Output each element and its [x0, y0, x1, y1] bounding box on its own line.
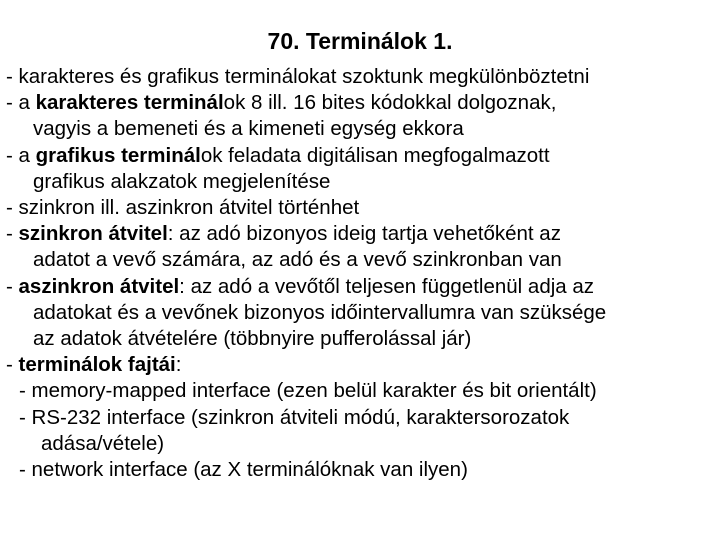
slide-title: 70. Terminálok 1.	[267, 28, 453, 54]
sub-bullet-line: - RS-232 interface (szinkron átviteli módú, karaktersorozatok	[19, 405, 570, 429]
continuation-line: grafikus alakzatok megjelenítése	[33, 169, 331, 193]
bullet-line: - szinkron átvitel: az adó bizonyos ideig tartja vehetőként az	[6, 222, 561, 246]
bullet-line: - aszinkron átvitel: az adó a vevőtől teljesen függetlenül adja az	[6, 274, 595, 298]
bullet-line: - terminálok fajtái:	[6, 353, 182, 377]
continuation-line: vagyis a bemeneti és a kimeneti egység ekkora	[33, 117, 464, 141]
bullet-line: - a grafikus terminálok feladata digitálisan megfogalmazott	[6, 143, 550, 167]
continuation-line: adatokat és a vevőnek bizonyos időintervallumra van szüksége	[33, 300, 607, 324]
bullet-line: - a karakteres terminálok 8 ill. 16 bites kódokkal dolgoznak,	[6, 91, 557, 115]
continuation-line: adatot a vevő számára, az adó és a vevő szinkronban van	[33, 248, 562, 272]
continuation-line: adása/vétele)	[41, 431, 165, 455]
slide-body	[6, 64, 716, 483]
continuation-line: az adatok átvételére (többnyire pufferolással jár)	[33, 327, 472, 351]
sub-bullet-line: - network interface (az X terminálóknak van ilyen)	[19, 458, 468, 482]
bullet-line: - karakteres és grafikus terminálokat szoktunk megkülönböztetni	[6, 65, 590, 88]
bullet-line: - szinkron ill. aszinkron átvitel történhet	[6, 196, 360, 220]
sub-bullet-line: - memory-mapped interface (ezen belül karakter és bit orientált)	[19, 379, 597, 403]
